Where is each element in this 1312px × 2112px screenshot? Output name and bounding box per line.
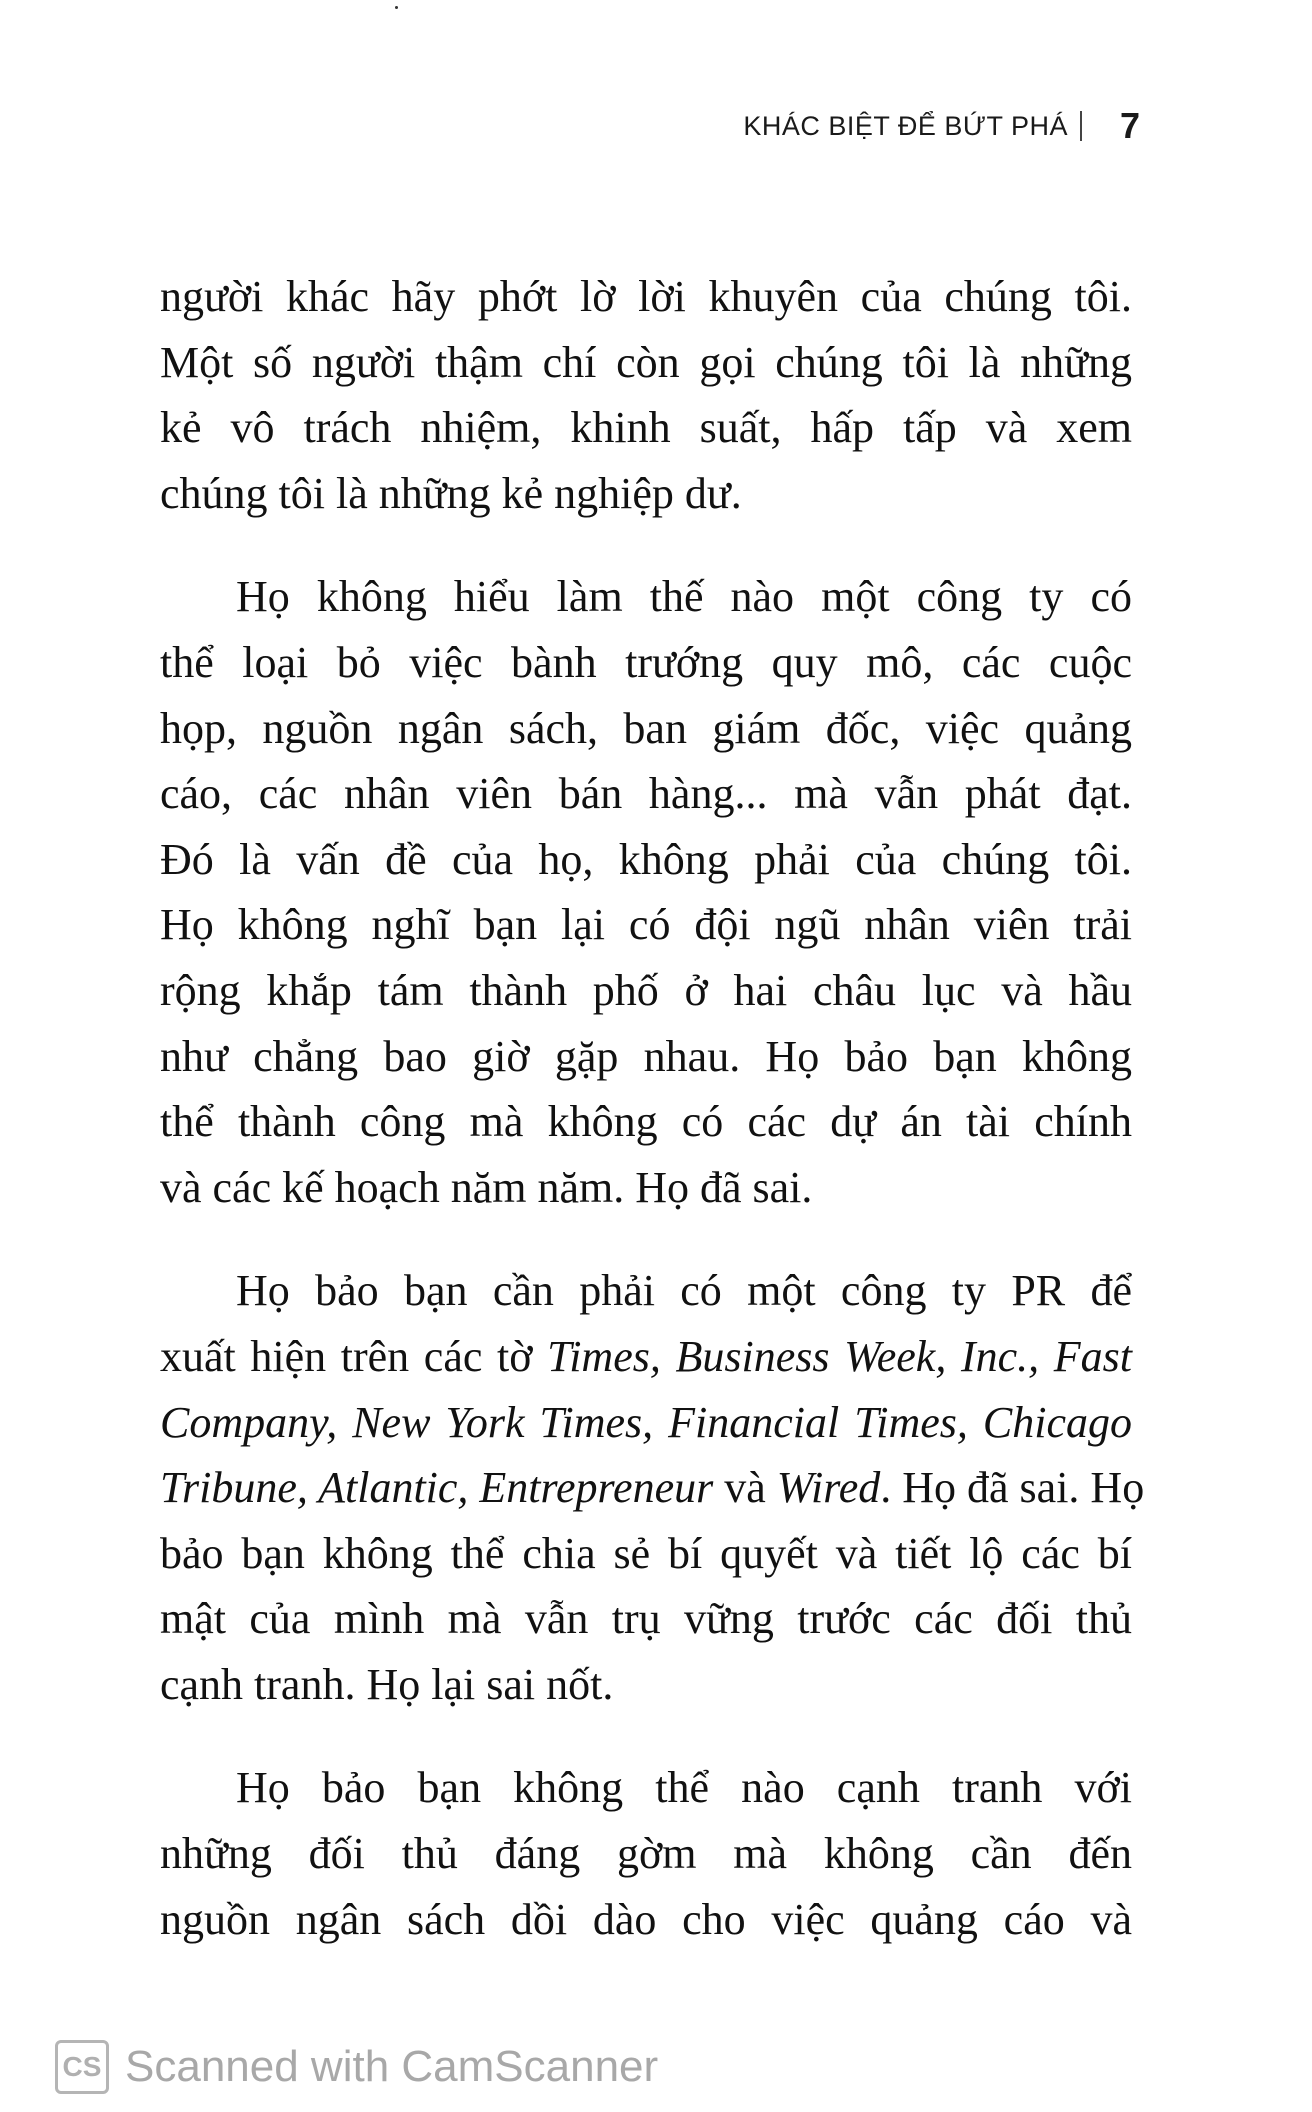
text-line [160, 1455, 1145, 1521]
text-run: họp, nguồn ngân sách, ban giám đốc, việc quảng [160, 703, 1132, 753]
text-run: và các kế hoạch năm năm. Họ đã sai. [160, 1162, 813, 1212]
text-run: Đó là vấn đề của họ, không phải của chúng tôi. [160, 834, 1132, 884]
text-line [160, 761, 1132, 827]
text-run: như chẳng bao giờ gặp nhau. Họ bảo bạn không [160, 1031, 1132, 1081]
paragraph [160, 564, 1132, 1220]
text-run: Họ bảo bạn không thể nào cạnh tranh với [236, 1763, 1132, 1813]
text-run: thể thành công mà không có các dự án tài chính [160, 1097, 1132, 1147]
text-line [160, 461, 1132, 527]
scan-speck [395, 6, 398, 9]
text-run: những đối thủ đáng gờm mà không cần đến [160, 1829, 1132, 1879]
text-run: và [713, 1463, 777, 1513]
italic-text: Times, Business Week, Inc., Fast [547, 1331, 1132, 1381]
text-line [160, 1155, 1132, 1221]
body-text [160, 264, 1145, 1990]
italic-text: Tribune, Atlantic, Entrepreneur [160, 1463, 714, 1513]
camscanner-watermark [55, 2040, 658, 2094]
text-run: rộng khắp tám thành phố ở hai châu lục và hầu [160, 965, 1132, 1015]
text-line [160, 1024, 1132, 1090]
text-run: mật của mình mà vẫn trụ vững trước các đối thủ [160, 1594, 1132, 1644]
text-line [160, 564, 1132, 630]
text-run: cáo, các nhân viên bán hàng... mà vẫn phát đạt. [160, 769, 1132, 819]
paragraph [160, 1258, 1145, 1717]
paragraph [160, 1755, 1132, 1952]
camscanner-logo-icon: CS [55, 2040, 109, 2094]
paragraph [160, 264, 1132, 526]
text-run: Họ không nghĩ bạn lại có đội ngũ nhân viên trải [160, 900, 1132, 950]
text-line [160, 1089, 1132, 1155]
text-line [160, 827, 1132, 893]
text-line [160, 1652, 1132, 1718]
watermark-text: Scanned with CamScanner [125, 2042, 659, 2091]
text-line [160, 1258, 1132, 1324]
italic-text: Company, New York Times, Financial Times, Chicago [160, 1397, 1132, 1447]
text-line [160, 1324, 1132, 1390]
text-line [160, 696, 1132, 762]
text-line [160, 264, 1132, 330]
text-line [160, 630, 1132, 696]
text-line [160, 958, 1132, 1024]
header-divider [1080, 111, 1082, 141]
text-run: nguồn ngân sách dồi dào cho việc quảng cáo và [160, 1894, 1132, 1944]
text-run: . Họ đã sai. Họ [880, 1463, 1145, 1513]
text-line [160, 1586, 1132, 1652]
text-run: bảo bạn không thể chia sẻ bí quyết và tiết lộ các bí [160, 1528, 1132, 1578]
text-run: Một số người thậm chí còn gọi chúng tôi là những [160, 337, 1132, 387]
text-line [160, 892, 1132, 958]
text-run: kẻ vô trách nhiệm, khinh suất, hấp tấp và xem [160, 403, 1132, 453]
page-number: 7 [1119, 105, 1140, 146]
text-line [160, 1821, 1132, 1887]
page-header [700, 104, 1140, 148]
running-title: KHÁC BIỆT ĐỂ BỨT PHÁ [743, 110, 1068, 141]
text-line [160, 1390, 1132, 1456]
text-line [160, 1887, 1132, 1953]
text-line [160, 1755, 1132, 1821]
text-run: người khác hãy phớt lờ lời khuyên của chúng tôi. [160, 272, 1132, 321]
italic-text: Wired [776, 1463, 881, 1513]
text-run: thể loại bỏ việc bành trướng quy mô, các cuộc [160, 637, 1132, 687]
text-run: Họ không hiểu làm thế nào một công ty có [236, 572, 1132, 622]
text-run: xuất hiện trên các tờ [160, 1331, 548, 1381]
text-line [160, 330, 1132, 396]
text-run: cạnh tranh. Họ lại sai nốt. [160, 1659, 614, 1709]
text-line [160, 395, 1132, 461]
text-line [160, 1521, 1132, 1587]
text-run: Họ bảo bạn cần phải có một công ty PR để [236, 1266, 1132, 1316]
text-run: chúng tôi là những kẻ nghiệp dư. [160, 468, 742, 518]
